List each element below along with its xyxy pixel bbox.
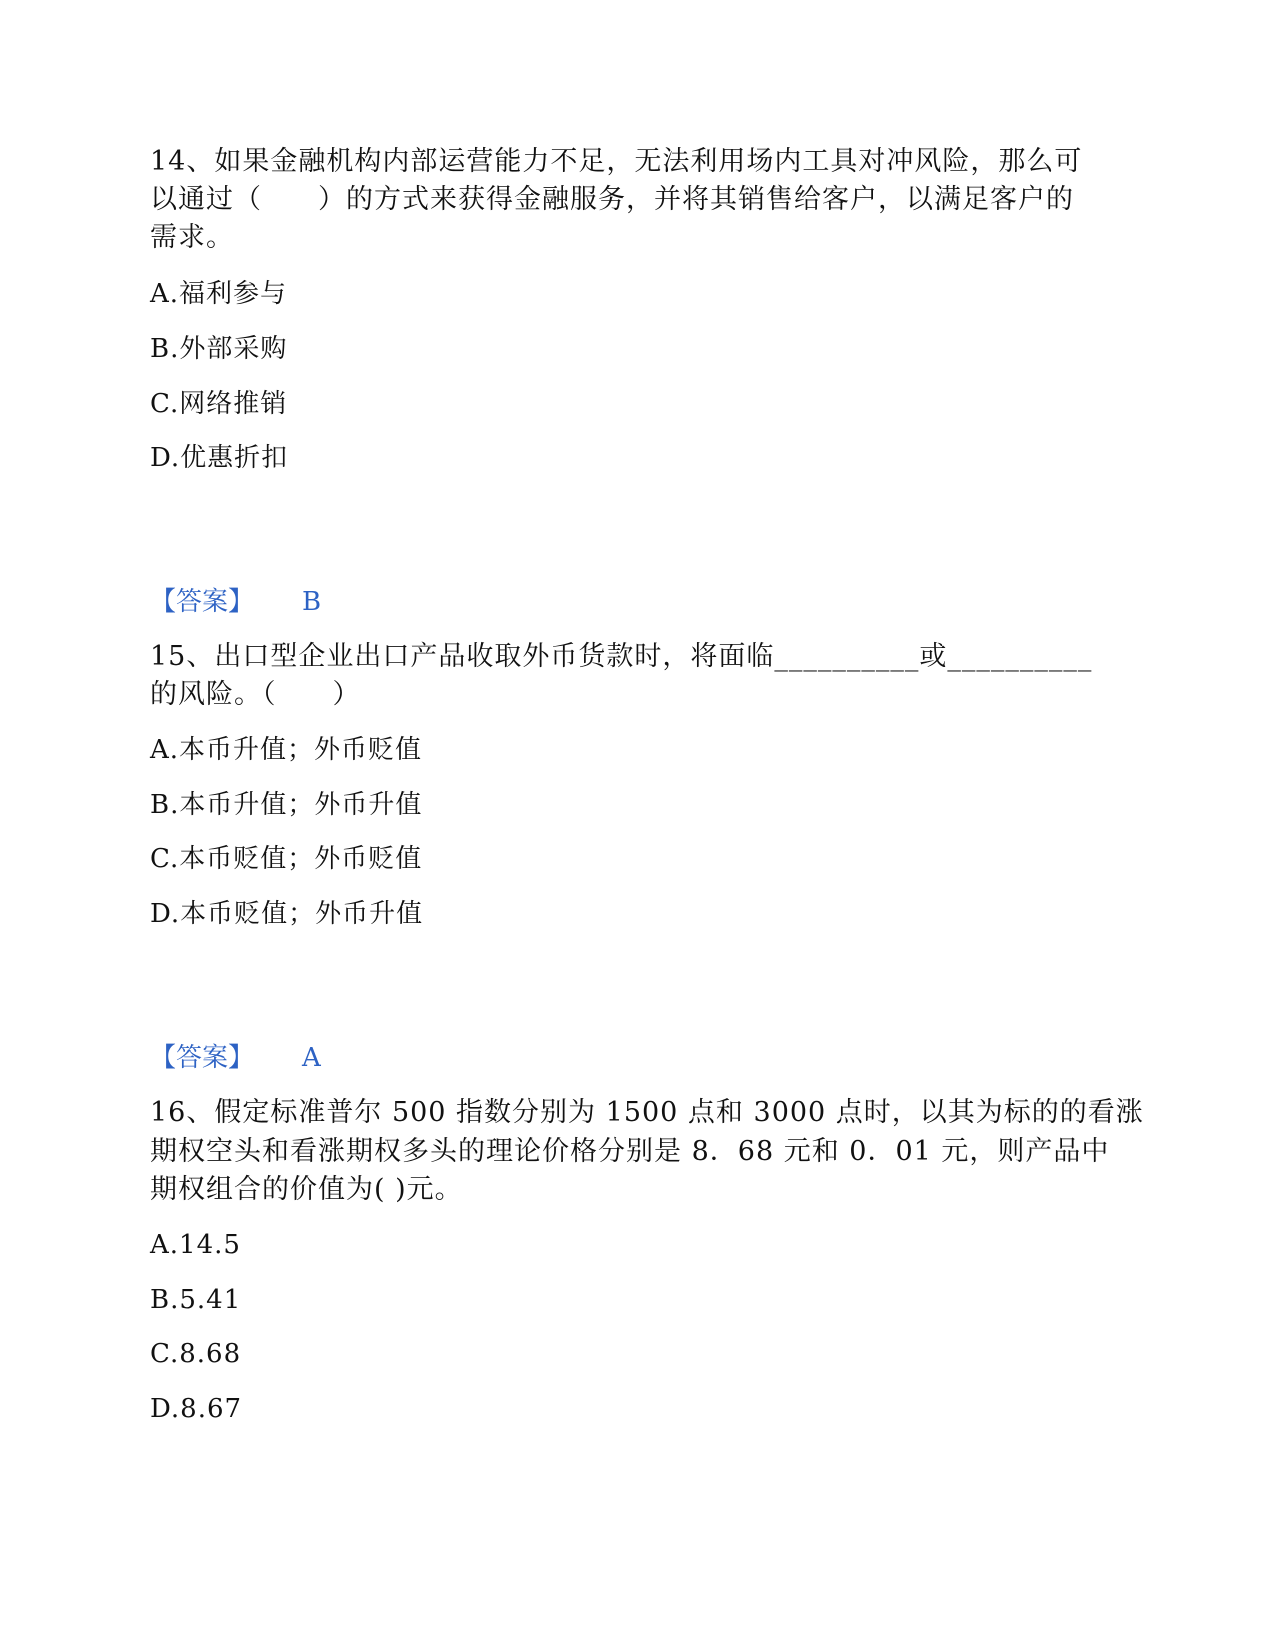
question-15-option-a: A.本币升值；外币贬值 [150, 735, 423, 765]
question-14-option-b: B.外部采购 [150, 334, 288, 364]
question-16-stem-line-3: 期权组合的价值为( )元。 [150, 1174, 463, 1205]
question-15-option-b: B.本币升值；外币升值 [150, 790, 423, 820]
question-15-stem-line-2: 的风险。（ ） [150, 679, 361, 710]
question-15-option-c: C.本币贬值；外币贬值 [150, 844, 423, 874]
question-16-option-a: A.14.5 [150, 1230, 241, 1260]
question-16-stem-line-1: 16、假定标准普尔 500 指数分别为 1500 点和 3000 点时，以其为标的的看涨 [150, 1097, 1144, 1128]
question-14-answer [150, 584, 321, 620]
question-15-option-d: D.本币贬值；外币升值 [150, 899, 424, 929]
question-14-option-c: C.网络推销 [150, 389, 288, 419]
answer-label: 【答案】 [150, 1043, 255, 1073]
question-14-option-d: D.优惠折扣 [150, 443, 289, 473]
question-14-option-a: A.福利参与 [150, 279, 288, 309]
question-14-stem-line-1: 14、如果金融机构内部运营能力不足，无法利用场内工具对冲风险，那么可 [150, 146, 1083, 177]
question-15-answer [150, 1040, 321, 1076]
answer-label: 【答案】 [150, 587, 255, 617]
answer-value: B [302, 587, 322, 617]
question-15-stem-line-1: 15、出口型企业出口产品收取外币货款时，将面临__________或__________ [150, 641, 1093, 672]
question-14-stem-line-2: 以通过（ ）的方式来获得金融服务，并将其销售给客户，以满足客户的 [150, 184, 1074, 215]
question-16-option-d: D.8.67 [150, 1394, 243, 1424]
question-16-option-c: C.8.68 [150, 1339, 242, 1369]
question-16-option-b: B.5.41 [150, 1285, 242, 1315]
question-16-stem-line-2: 期权空头和看涨期权多头的理论价格分别是 8．68 元和 0．01 元，则产品中 [150, 1136, 1110, 1167]
answer-value: A [302, 1043, 321, 1073]
question-14-stem-line-3: 需求。 [150, 222, 234, 253]
